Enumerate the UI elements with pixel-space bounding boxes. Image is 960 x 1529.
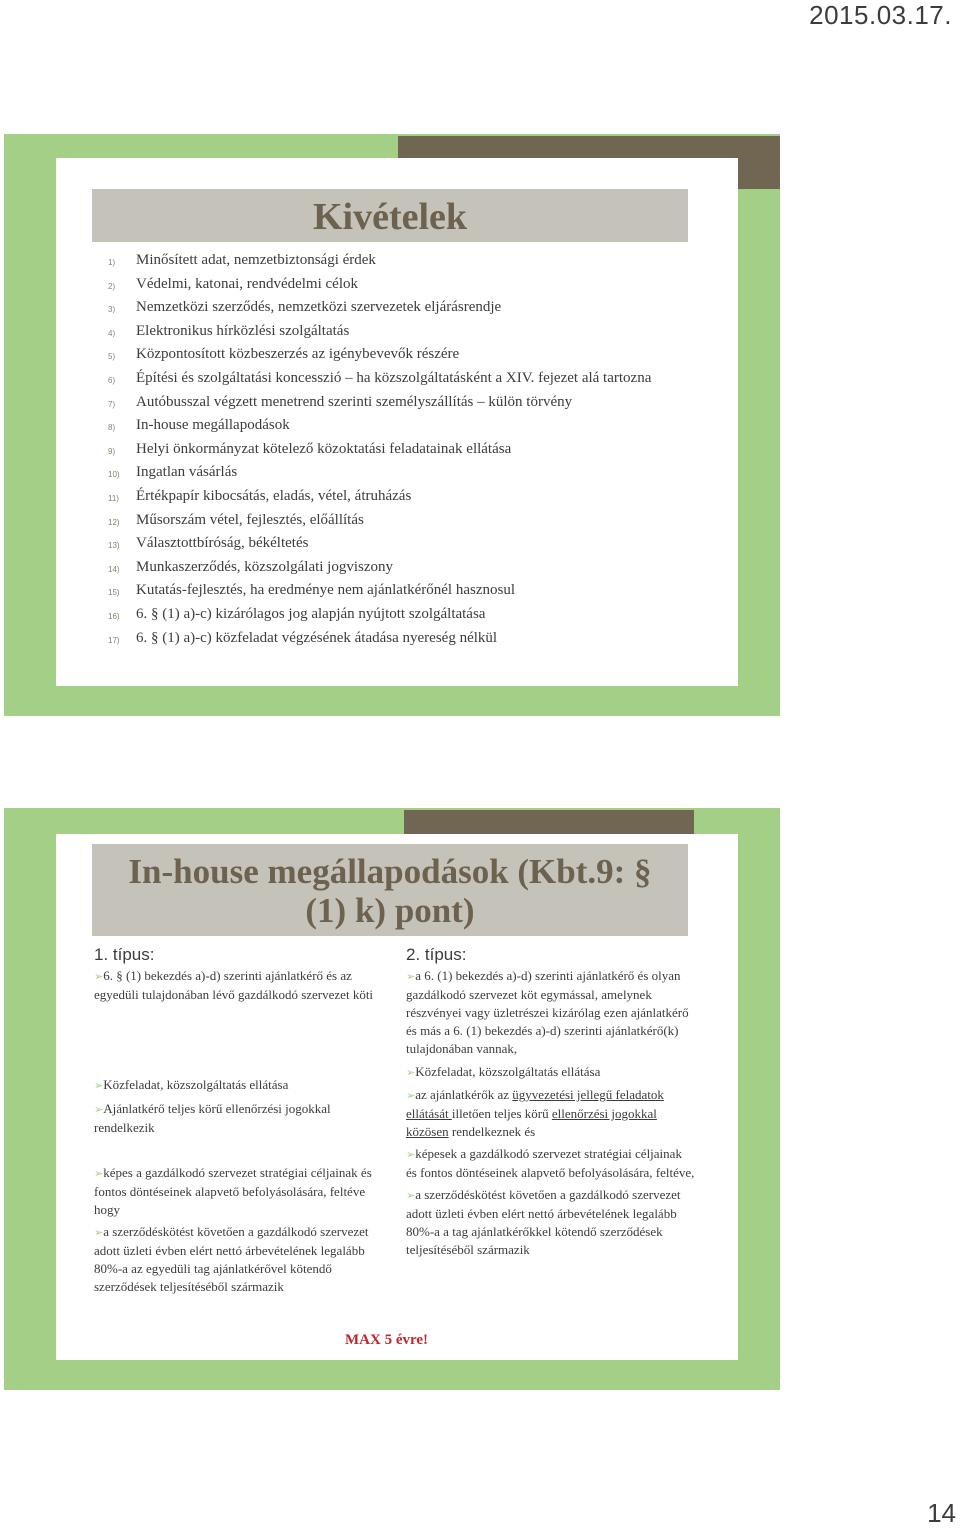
- slide-title-line-1: In-house megállapodások (Kbt.9: §: [128, 852, 652, 891]
- type1-paragraph-2: ➢Közfeladat, közszolgáltatás ellátása: [94, 1077, 289, 1092]
- type2-paragraph-2: ➢Közfeladat, közszolgáltatás ellátása: [406, 1064, 601, 1079]
- list-item-number: 15): [108, 588, 120, 598]
- header-date: 2015.03.17.: [809, 0, 952, 30]
- type1-paragraph-3: ➢Ajánlatkérő teljes körű ellenőrzési jogokkal rendelkezik: [94, 1101, 331, 1135]
- list-item-text: Központosított közbeszerzés az igénybevevők részére: [136, 346, 460, 363]
- list-item-text: Nemzetközi szerződés, nemzetközi szervezetek eljárásrendje: [136, 299, 502, 316]
- list-item-text: Munkaszerződés, közszolgálati jogviszony: [136, 558, 394, 575]
- type2-paragraph-4: ➢képesek a gazdálkodó szervezet stratégiai céljainak és fontos döntéseinek alapvető befolyásolására, feltéve,: [406, 1146, 695, 1180]
- list-item-number: 17): [108, 635, 120, 645]
- list-item-number: 1): [108, 258, 116, 267]
- list-item-text: Műsorszám vétel, fejlesztés, előállítás: [136, 511, 364, 528]
- list-item-text: Választottbíróság, békéltetés: [136, 535, 309, 552]
- list-item-number: 5): [108, 352, 116, 362]
- arrowhead-bullet-icon: ➢: [94, 1103, 104, 1116]
- list-item-number: 3): [108, 305, 116, 315]
- type1-paragraph-5: ➢a szerződéskötést követően a gazdálkodó szervezet adott üzleti évben elért nettó árbevételének legalább 80%-a az egyedüli tag ajánlatkérővel kötendő szerződések teljesítéséből származik: [94, 1224, 369, 1294]
- slide-title: [92, 844, 688, 936]
- type2-heading: 2. típus:: [406, 945, 467, 964]
- arrowhead-bullet-icon: ➢: [94, 1167, 104, 1180]
- type1-heading: 1. típus:: [94, 945, 155, 964]
- list-item-number: 14): [108, 564, 120, 574]
- slide-inhouse: [4, 808, 780, 1390]
- list-item-number: 7): [108, 399, 116, 409]
- type1-paragraph-4: ➢képes a gazdálkodó szervezet stratégiai céljainak és fontos döntéseinek alapvető befolyásolására, feltéve hogy: [94, 1165, 372, 1217]
- max-duration-note: MAX 5 évre!: [345, 1332, 429, 1348]
- list-item-number: 2): [108, 281, 116, 291]
- list-item-text: Védelmi, katonai, rendvédelmi célok: [136, 275, 359, 292]
- list-item-text: Minősített adat, nemzetbiztonsági érdek: [136, 252, 376, 268]
- arrowhead-bullet-icon: ➢: [406, 1089, 416, 1102]
- slide-title: Kivételek: [92, 189, 688, 242]
- arrowhead-bullet-icon: ➢: [94, 1226, 104, 1239]
- list-item-text: Helyi önkormányzat kötelező közoktatási feladatainak ellátása: [136, 440, 512, 457]
- list-item-number: 16): [108, 612, 120, 621]
- type2-paragraph-1: ➢a 6. (1) bekezdés a)-d) szerinti ajánlatkérő és olyan gazdálkodó szervezet köt egymással, amelynek részvényei vagy üzletrészei kizárólag ezen ajánlatkérő és más a 6. (1) bekezdés a)-d) szerinti ajánlatkérő(k) tulajdonában vannak,: [406, 968, 689, 1056]
- list-item-number: 10): [108, 470, 120, 480]
- list-item-text: Értékpapír kibocsátás, eladás, vétel, átruházás: [136, 488, 412, 504]
- type1-paragraph-1: ➢6. § (1) bekezdés a)-d) szerinti ajánlatkérő és az egyedüli tulajdonában lévő gazdálkodó szervezet köti: [94, 968, 374, 1002]
- arrowhead-bullet-icon: ➢: [406, 970, 416, 983]
- arrowhead-bullet-icon: ➢: [406, 1189, 416, 1202]
- list-item-number: 12): [108, 517, 120, 527]
- arrowhead-bullet-icon: ➢: [94, 970, 104, 983]
- list-item-text: 6. § (1) a)-c) közfeladat végzésének átadása nyereség nélkül: [136, 629, 498, 646]
- page-number: 14: [927, 1498, 956, 1528]
- slide-exceptions: [4, 134, 780, 716]
- list-item-number: 13): [108, 541, 120, 551]
- type2-column: [406, 946, 696, 1259]
- list-item-number: 11): [108, 494, 119, 503]
- list-item-number: 8): [108, 423, 116, 433]
- list-item-text: Ingatlan vásárlás: [136, 464, 238, 481]
- list-item-number: 4): [108, 328, 116, 338]
- list-item-text: Autóbusszal végzett menetrend szerinti személyszállítás – külön törvény: [136, 393, 573, 410]
- list-item-number: 9): [108, 446, 116, 456]
- type2-paragraph-5: ➢a szerződéskötést követően a gazdálkodó szervezet adott üzleti évben elért nettó árbevételének legalább 80%-a a tag ajánlatkérőkkel kötendő szerződések teljesítéséből származik: [406, 1187, 681, 1257]
- list-item-text: Elektronikus hírközlési szolgáltatás: [136, 322, 350, 339]
- list-item-text: Kutatás-fejlesztés, ha eredménye nem ajánlatkérőnél hasznosul: [136, 582, 516, 599]
- list-item-text: 6. § (1) a)-c) kizárólagos jog alapján nyújtott szolgáltatása: [136, 606, 486, 622]
- type2-paragraph-3: ➢az ajánlatkérők az ügyvezetési jellegű feladatok ellátását illetően teljes körű ellenőrzési jogokkal közösen rendelkeznek és: [406, 1087, 664, 1139]
- slide-title-line-2: (1) k) pont): [305, 891, 475, 930]
- arrowhead-bullet-icon: ➢: [406, 1148, 416, 1161]
- arrowhead-bullet-icon: ➢: [94, 1079, 104, 1092]
- type1-column: [94, 946, 380, 1296]
- list-item-text: Építési és szolgáltatási koncesszió – ha közszolgáltatásként a XIV. fejezet alá tartozna: [136, 370, 652, 386]
- list-item-text: In-house megállapodások: [136, 417, 290, 434]
- list-item-number: 6): [108, 376, 116, 385]
- arrowhead-bullet-icon: ➢: [406, 1066, 416, 1079]
